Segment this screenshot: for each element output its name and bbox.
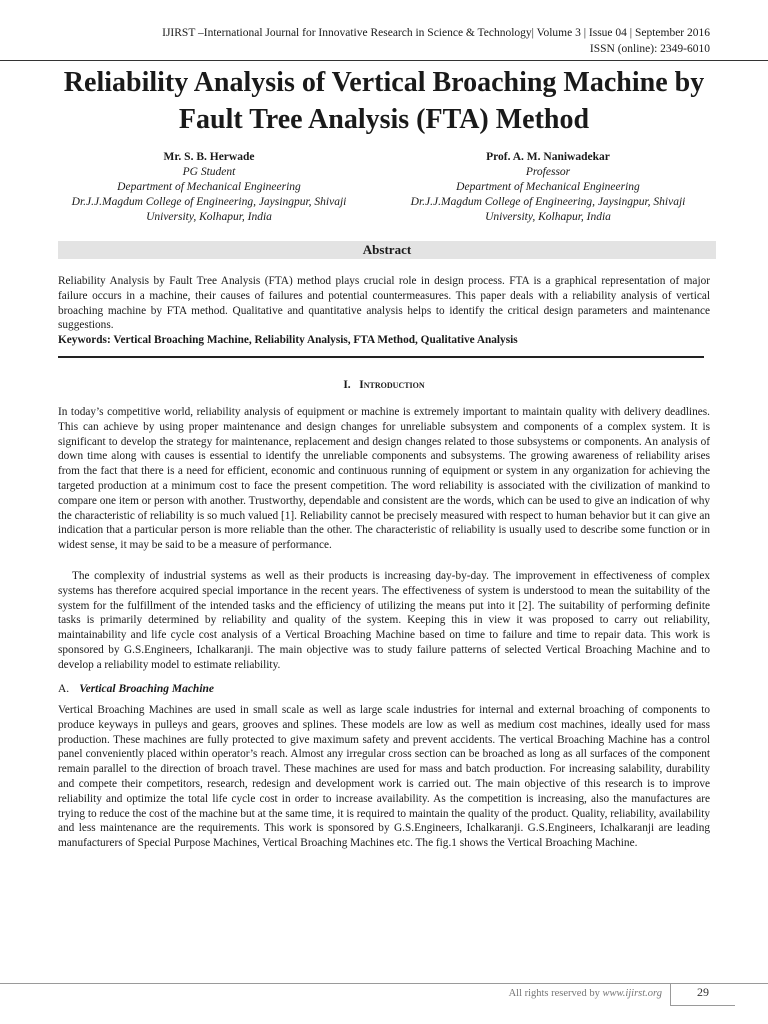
- author-department: Department of Mechanical Engineering: [456, 181, 640, 193]
- rights-text: All rights reserved by: [508, 988, 603, 999]
- abstract-heading: Abstract: [58, 241, 716, 259]
- author-college: Dr.J.J.Magdum College of Engineering, Jaysingpur, Shivaji: [71, 196, 347, 208]
- section-heading-introduction: [0, 379, 768, 391]
- intro-paragraph-2: The complexity of industrial systems as well as their products is increasing day-by-day. The improvement in effectiveness of complex systems has therefore acquired special importance in the recent years. The effectiveness of system is understood to mean the suitability of the system for the fulfillment of the intended tasks and the efficiency of utilizing the means put into it [2]. The suitability of performing definite tasks is primarily determined by reliability and quality of the system. Keeping this in view it was proposed to carry out reliability, maintainability and life cycle cost analysis of a Vertical Broaching Machine based on time to failure and time to repair data. This work is sponsored by G.S.Engineers, Ichalkaranji. The main objective was to study failure patterns of selected Vertical Broaching Machine and to develop a reliability model to estimate reliability.: [58, 570, 710, 671]
- author-university: University, Kolhapur, India: [485, 211, 611, 223]
- section-title: Introduction: [359, 379, 425, 391]
- author-block-1: [44, 150, 374, 225]
- author-role: PG Student: [182, 166, 236, 178]
- author-department: Department of Mechanical Engineering: [117, 181, 301, 193]
- site-link[interactable]: www.ijirst.org: [602, 988, 662, 999]
- issn-line: ISSN (online): 2349-6010: [589, 43, 710, 55]
- intro-paragraph-1: In today’s competitive world, reliability analysis of equipment or machine is extremely important to maintain quality with delivery deadlines. This can achieve by using proper maintenance and design changes for unreliable subsystem and components of a complex system. It is significant to develop the strategy for maintenance, replacement and design changes related to those subsystems or components. An analysis of down time along with causes is essential to identify the unreliable components and subsystems. The growing awareness of reliability arises from the fact that there is a need for efficient, economic and continuous running of equipment or system in any organization for achieving the targeted production at a minimum cost to face the present competition. The word reliability is associated with the civilization of mankind to compare one item or person with another. Trustworthy, dependable and consistent are the words, which can be used to give an indication of why the characteristic of reliability is so much valued [1]. Reliability cannot be precisely measured with respect to human behavior but it can give an indication that a particular person is more reliable than the other. The characteristic of reliability is usually used to describe some function or in widest sense, it may be said to be a measure of performance.: [58, 406, 710, 552]
- author-name: Mr. S. B. Herwade: [163, 151, 255, 163]
- section-number: I.: [343, 379, 351, 391]
- page-number: 29: [670, 983, 735, 1006]
- keywords-divider: [58, 356, 704, 358]
- author-role: Professor: [525, 166, 571, 178]
- author-block-2: [383, 150, 713, 225]
- footer-divider: [0, 983, 768, 984]
- subsection-paragraph: Vertical Broaching Machines are used in small scale as well as large scale industries for internal and external broaching of components to produce keyways in pulleys and gears, grooves and splines. These models are low as well as medium cost machines, ideally used for mass production. These machines are fully protected to give maximum safety and prevent accidents. The vertical Broaching Machine has a control panel conveniently placed within operator’s reach. Almost any irregular cross section can be broached as long as all surfaces of the component remain parallel to the direction of broach travel. These machines are used for mass and batch production. For increasing salability, durability and compete their competitors, research, redesign and development work is carried out. The main objective of this research is to improve reliability and optimize the total life cycle cost in order to increase availability. As the competition is increasing, also the manufactures are trying to reduce the cost of the machine but at the same time, it is required to maintain the quality of the product. Quality, reliability, availability and less maintenance are the requirements. This work is sponsored by G.S.Engineers, Ichalkaranji. G.S.Engineers, Ichalkaranji are leading manufacturers of Special Purpose Machines, Vertical Broaching Machines etc. The fig.1 shows the Vertical Broaching Machine.: [58, 704, 710, 850]
- subsection-title: Vertical Broaching Machine: [79, 683, 215, 695]
- subsection-letter: A.: [58, 683, 70, 695]
- header-divider: [0, 60, 768, 61]
- paper-title: Reliability Analysis of Vertical Broaching Machine by Fault Tree Analysis (FTA) Method: [63, 67, 705, 135]
- journal-header: IJIRST –International Journal for Innovative Research in Science & Technology| Volume 3 | Issue 04 | September 2016: [162, 27, 710, 39]
- subsection-heading: [58, 683, 214, 695]
- author-college: Dr.J.J.Magdum College of Engineering, Jaysingpur, Shivaji: [410, 196, 686, 208]
- author-name: Prof. A. M. Naniwadekar: [486, 151, 610, 163]
- author-university: University, Kolhapur, India: [146, 211, 272, 223]
- keywords: Keywords: Vertical Broaching Machine, Reliability Analysis, FTA Method, Qualitative Analysis: [58, 334, 518, 346]
- footer-copyright: [430, 988, 662, 999]
- abstract-text: Reliability Analysis by Fault Tree Analysis (FTA) method plays crucial role in design process. FTA is a graphical representation of major failure occurs in a machine, their causes of failures and potential countermeasures. This paper deals with a reliability analysis of vertical broaching machine by FTA method. Qualitative and quantitative analysis helps to identify the critical design parameters and maintenance suggestions.: [58, 275, 710, 332]
